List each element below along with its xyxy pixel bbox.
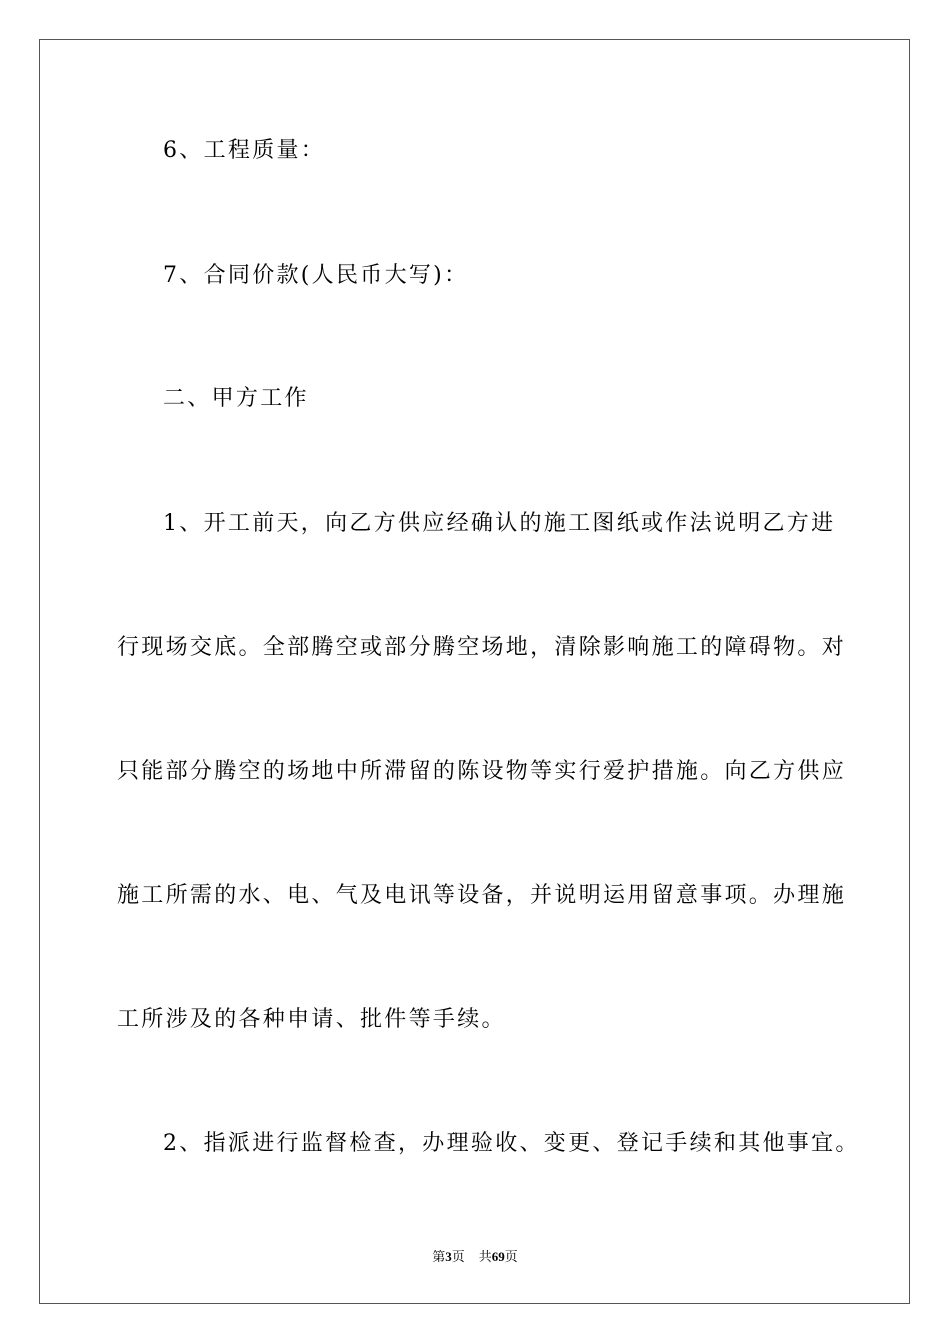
total-suffix: 页 <box>504 1249 518 1264</box>
page-prefix: 第 <box>432 1249 446 1264</box>
paragraph-1-line-5: 工所涉及的各种申请、批件等手续。 <box>117 1007 506 1032</box>
page-suffix: 页 <box>451 1249 465 1264</box>
clause-6-engineering-quality: 6、工程质量： <box>163 138 326 163</box>
section-heading-party-a-work: 二、甲方工作 <box>163 386 309 411</box>
paragraph-1-line-4: 施工所需的水、电、气及电讯等设备，并说明运用留意事项。办理施 <box>117 883 847 908</box>
paragraph-1-line-1: 1、开工前天，向乙方供应经确认的施工图纸或作法说明乙方进 <box>163 511 836 536</box>
paragraph-1-line-2: 行现场交底。全部腾空或部分腾空场地，清除影响施工的障碍物。对 <box>117 635 847 660</box>
page-number: 3 <box>445 1249 452 1264</box>
total-pages: 69 <box>491 1249 505 1264</box>
paragraph-1-line-3: 只能部分腾空的场地中所滞留的陈设物等实行爱护措施。向乙方供应 <box>117 759 847 784</box>
page-footer <box>0 1248 950 1266</box>
page-frame <box>39 39 910 1304</box>
clause-7-contract-price: 7、合同价款(人民币大写)： <box>163 263 469 288</box>
total-prefix: 共 <box>478 1249 492 1264</box>
paragraph-2: 2、指派进行监督检查，办理验收、变更、登记手续和其他事宜。 <box>163 1131 860 1156</box>
